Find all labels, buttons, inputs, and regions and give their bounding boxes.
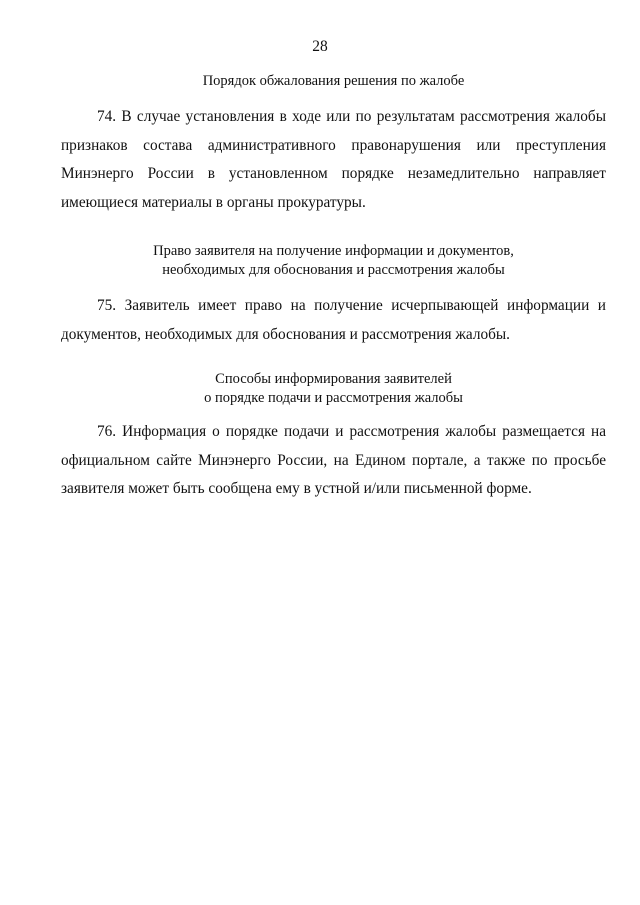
section-heading-informing-methods xyxy=(61,370,606,408)
heading-line: о порядке подачи и рассмотрения жалобы xyxy=(204,390,463,406)
paragraph-74: 74. В случае установления в ходе или по результатам рассмотрения жалобы признаков состава административного правонарушения или преступления Минэнерго России в установленном порядке незамедлительно направляет имеющиеся материалы в органы прокуратуры. xyxy=(61,108,606,211)
page-content xyxy=(61,72,606,504)
section-heading-complaint-appeal xyxy=(61,72,606,91)
page-number: 28 xyxy=(312,38,328,55)
heading-line: Право заявителя на получение информации и документов, xyxy=(153,243,514,259)
heading-line: Порядок обжалования решения по жалобе xyxy=(202,73,465,89)
heading-line: Способы информирования заявителей xyxy=(215,371,452,387)
paragraph-76: 76. Информация о порядке подачи и рассмотрения жалобы размещается на официальном сайте Минэнерго России, на Едином портале, а также по просьбе заявителя может быть сообщена ему в устной и/или письменной форме. xyxy=(61,423,606,497)
heading-line: необходимых для обоснования и рассмотрения жалобы xyxy=(162,262,505,278)
section-heading-right-to-information xyxy=(61,242,606,280)
paragraph-75: 75. Заявитель имеет право на получение исчерпывающей информации и документов, необходимых для обоснования и рассмотрения жалобы. xyxy=(61,297,606,343)
